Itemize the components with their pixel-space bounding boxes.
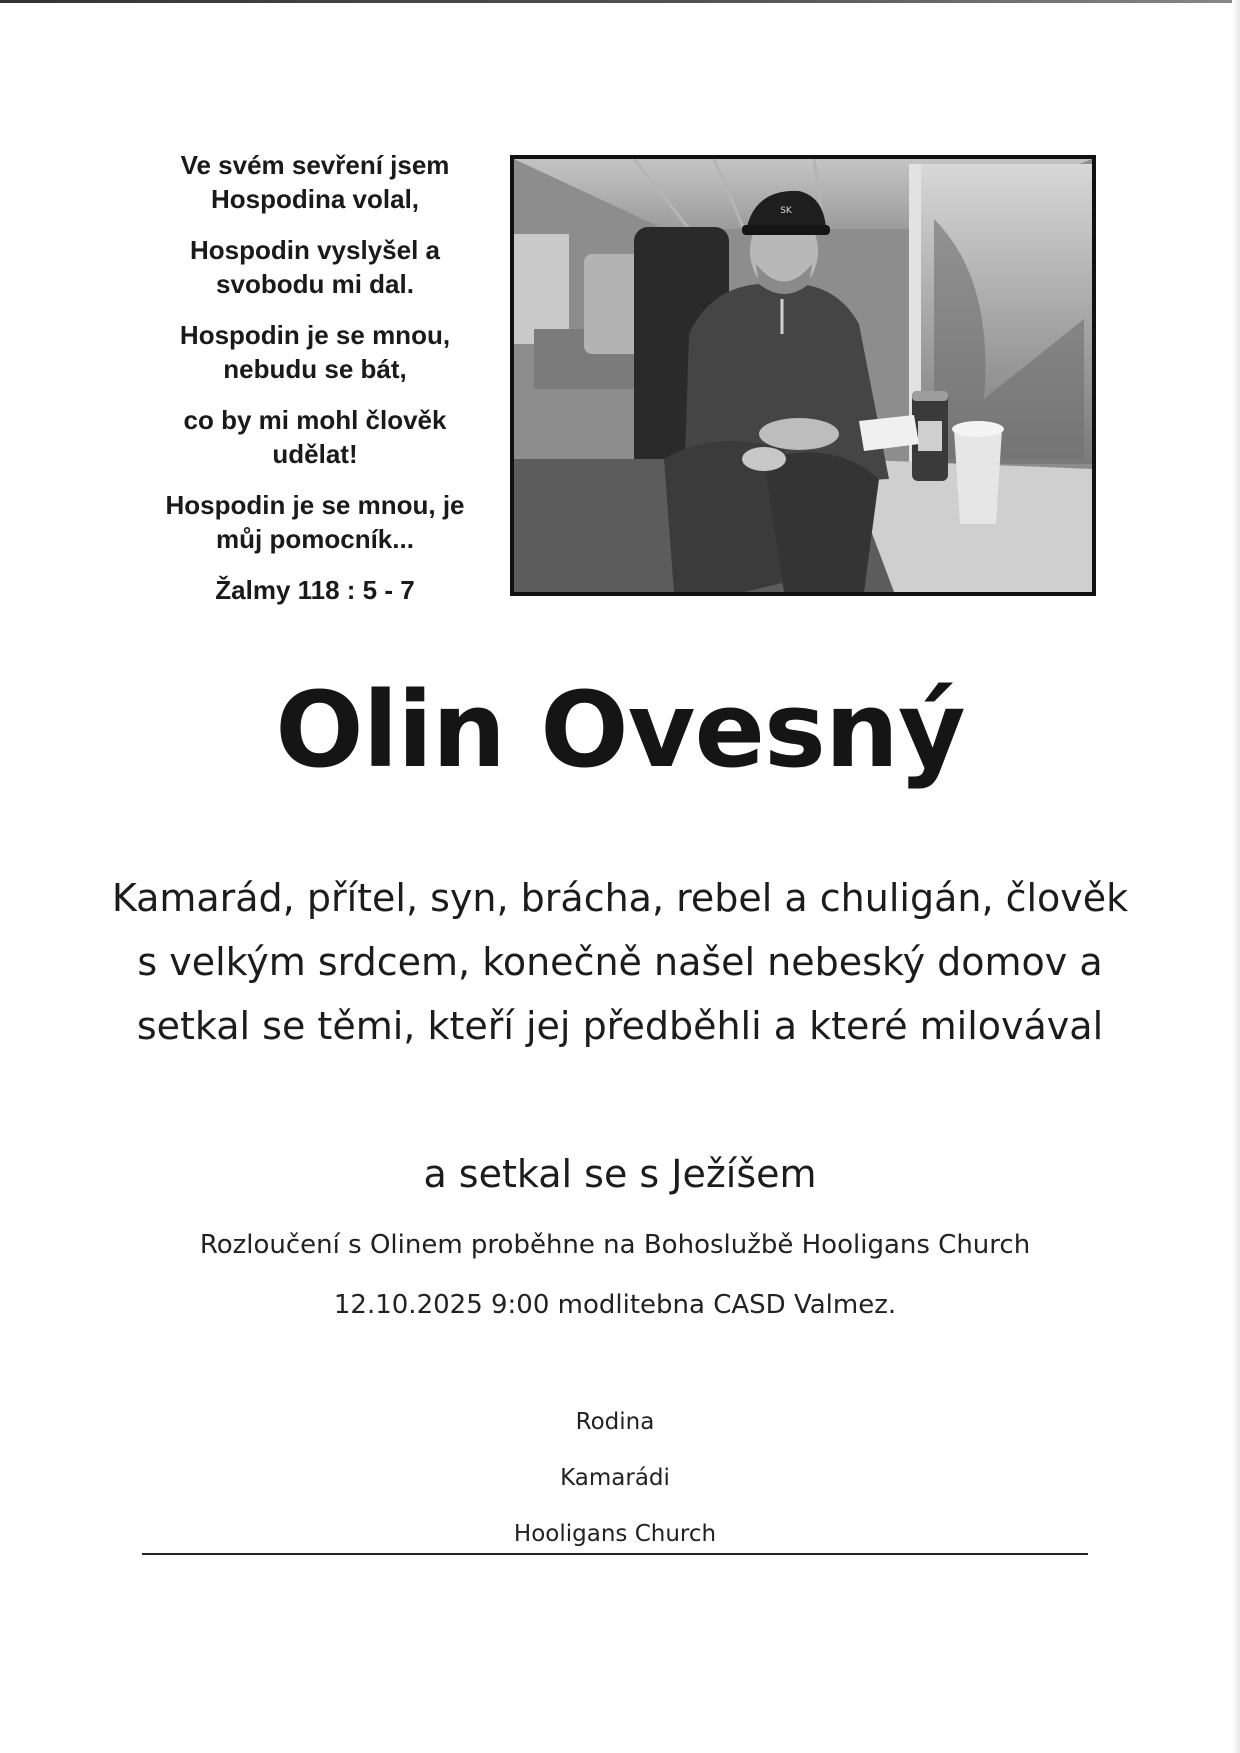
portrait-photo — [510, 155, 1096, 596]
verse-line-3: Hospodin je se mnou, nebudu se bát, — [179, 320, 451, 384]
verse-line-4: co by mi mohl člověk udělat! — [183, 405, 447, 469]
signatures — [0, 1404, 1230, 1572]
tribute-text: Kamarád, přítel, syn, brácha, rebel a chuligán, člověk s velkým srdcem, konečně našel nebeský domov a setkal se těmi, kteří jej předběhli a které milovával — [111, 876, 1129, 1048]
psalm-verse — [140, 148, 490, 624]
deceased-name: Olin Ovesný — [275, 669, 965, 791]
signature-family: Rodina — [575, 1409, 655, 1435]
verse-line-1: Ve svém sevření jsem Hospodina volal, — [180, 150, 450, 214]
bottom-rule — [142, 1553, 1088, 1555]
tribute-last-line: a setkal se s Ježíšem — [423, 1152, 817, 1196]
verse-reference: Žalmy 118 : 5 - 7 — [215, 575, 415, 605]
service-datetime-location: 12.10.2025 9:00 modlitebna CASD Valmez. — [333, 1290, 897, 1320]
verse-line-2: Hospodin vyslyšel a svobodu mi dal. — [190, 235, 440, 299]
scan-edge-top — [0, 0, 1240, 3]
cap-logo-text: SK — [780, 206, 792, 216]
signature-friends: Kamarádi — [560, 1465, 670, 1491]
scan-edge-right — [1232, 0, 1240, 1753]
portrait-photo-illustration — [514, 159, 1092, 592]
verse-line-5: Hospodin je se mnou, je můj pomocník... — [165, 490, 465, 554]
farewell-notice: Rozloučení s Olinem proběhne na Bohoslužbě Hooligans Church — [199, 1230, 1031, 1260]
signature-church: Hooligans Church — [513, 1521, 717, 1547]
